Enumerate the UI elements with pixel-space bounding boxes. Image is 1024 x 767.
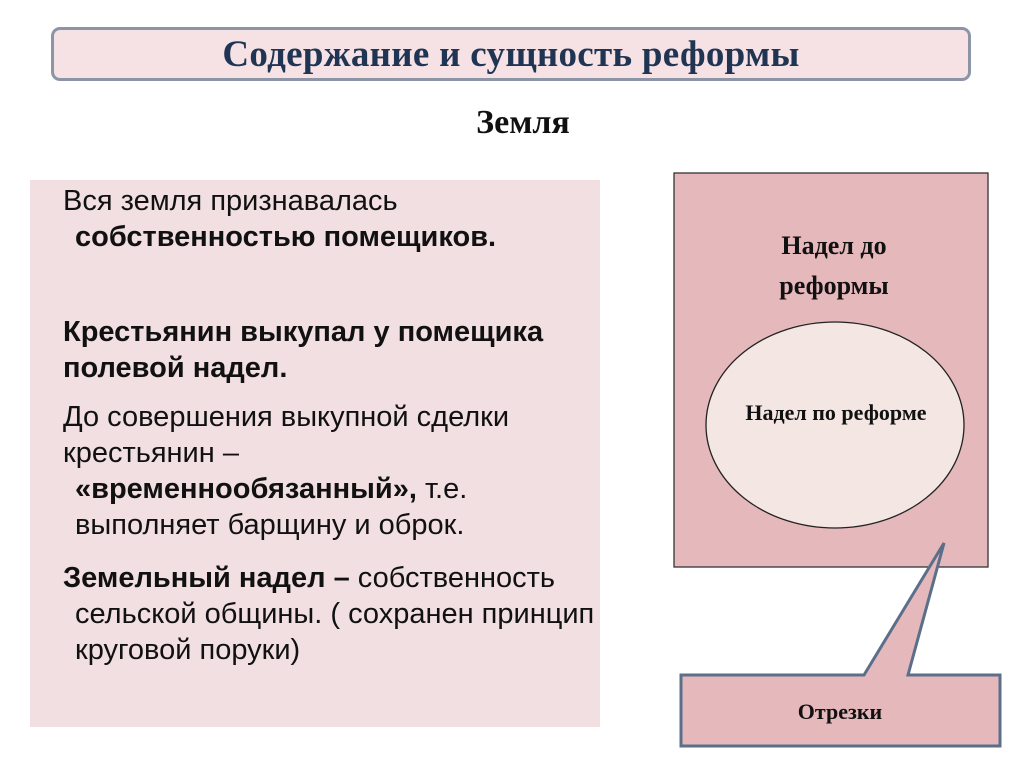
paragraph-text: т.е. выполняет барщину и оброк. [75, 473, 468, 541]
paragraph-bold-text: Крестьянин выкупал у помещика полевой надел. [63, 316, 544, 384]
slide-title: Содержание и сущность реформы [222, 33, 800, 75]
allotment-before-label: Надел до реформы [779, 231, 889, 300]
slide-subtitle: Земля [476, 104, 570, 141]
paragraph-bold-text: «временнообязанный», [75, 473, 417, 505]
paragraph-text: Вся земля признавалась [63, 185, 398, 217]
allotment-after-label: Надел по реформе [745, 400, 927, 425]
paragraph-bold-text: Земельный надел – [63, 562, 350, 594]
paragraph-bold-text: собственностью помещиков. [75, 221, 497, 253]
cuts-label: Отрезки [797, 699, 883, 724]
paragraph-text: собственность сельской общины. ( сохранен принцип круговой поруки) [75, 562, 595, 666]
paragraph-text: До совершения выкупной сделки крестьянин – [63, 401, 510, 469]
